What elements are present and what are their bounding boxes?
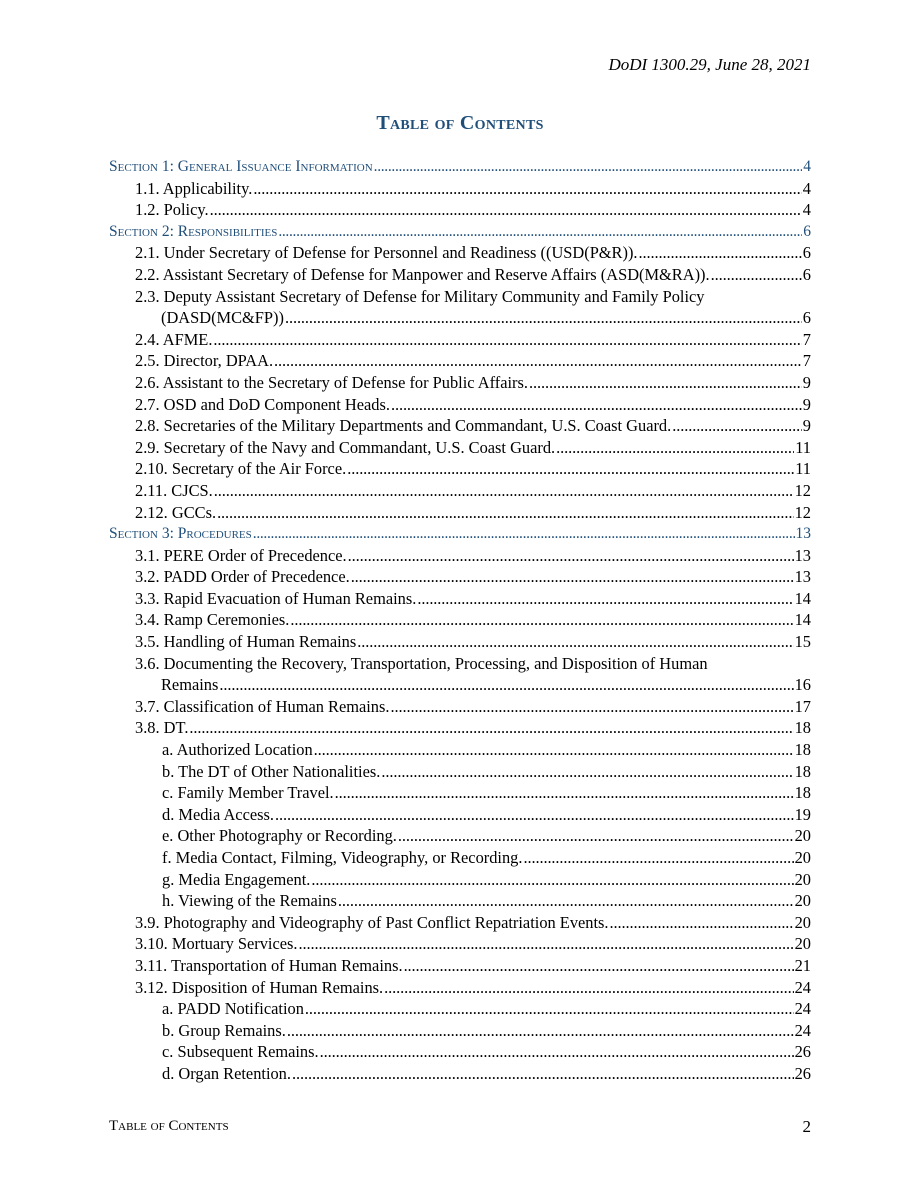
toc-entry-label: 3.11. Transportation of Human Remains. [135, 955, 403, 975]
toc-leader-dots [189, 717, 793, 739]
toc-entry[interactable] [109, 825, 811, 847]
toc-leader-dots [210, 199, 802, 221]
toc-leader-dots [390, 696, 793, 718]
toc-page-number: 12 [794, 502, 811, 522]
toc-page-number: 6 [802, 264, 811, 284]
toc-entry[interactable] [109, 264, 811, 286]
toc-page-number: 9 [802, 394, 811, 414]
toc-entry[interactable] [109, 847, 811, 869]
toc-leader-dots [274, 350, 802, 372]
toc-page-number: 4 [802, 200, 811, 220]
toc-page-number: 9 [802, 372, 811, 392]
toc-entry-label: Section 1: General Issuance Information [109, 158, 373, 175]
toc-leader-dots [381, 761, 793, 783]
toc-leader-dots [290, 609, 793, 631]
toc-leader-dots [214, 480, 794, 502]
toc-entry-label: 3.5. Handling of Human Remains [135, 632, 357, 652]
toc-page-number: 6 [802, 308, 811, 328]
toc-entry[interactable] [109, 890, 811, 912]
toc-page-number: 4 [803, 158, 811, 175]
toc-page-number: 18 [794, 783, 811, 803]
toc-page-number: 16 [794, 675, 811, 695]
toc-entry-line[interactable]: 3.6. Documenting the Recovery, Transportation, Processing, and Disposition of Human [135, 653, 708, 673]
toc-leader-dots [672, 415, 802, 437]
toc-entry[interactable] [109, 696, 811, 718]
toc-entry[interactable] [109, 717, 811, 739]
toc-page-number: 11 [795, 459, 811, 479]
toc-page-number: 15 [794, 632, 811, 652]
toc-page-number: 11 [795, 437, 811, 457]
toc-entry-label: a. PADD Notification [162, 999, 304, 1019]
toc-leader-dots [711, 264, 802, 286]
toc-entry[interactable] [109, 307, 811, 329]
toc-leader-dots [299, 933, 794, 955]
toc-leader-dots [639, 242, 802, 264]
toc-entry-label: 3.2. PADD Order of Precedence. [135, 567, 350, 587]
toc-entry-label: Section 3: Procedures [109, 525, 252, 543]
toc-entry-label: b. The DT of Other Nationalities. [162, 761, 381, 781]
toc-entry[interactable] [109, 415, 811, 437]
toc-page-number: 14 [794, 588, 811, 608]
toc-leader-dots [338, 890, 794, 912]
toc-entry[interactable] [109, 739, 811, 761]
page-title: Table of Contents [376, 112, 544, 134]
toc-leader-dots [610, 912, 794, 934]
toc-entry-label: g. Media Engagement. [162, 869, 311, 889]
toc-page-number: 12 [794, 480, 811, 500]
toc-entry-label: h. Viewing of the Remains [162, 891, 337, 911]
toc-entry[interactable] [109, 545, 811, 567]
toc-entry-label: 2.7. OSD and DoD Component Heads. [135, 394, 390, 414]
toc-leader-dots [335, 782, 794, 804]
toc-entry-label: 2.6. Assistant to the Secretary of Defense for Public Affairs. [135, 372, 528, 392]
toc-entry[interactable] [109, 588, 811, 610]
toc-entry-label: 3.10. Mortuary Services. [135, 934, 298, 954]
toc-leader-dots [314, 739, 794, 761]
toc-leader-dots [348, 545, 794, 567]
toc-page-number: 21 [794, 955, 811, 975]
toc-entry[interactable] [109, 437, 811, 459]
toc-leader-dots [253, 523, 795, 545]
toc-entry[interactable] [109, 609, 811, 631]
toc-entry-label: 2.5. Director, DPAA. [135, 351, 274, 371]
toc-page-number: 13 [795, 525, 811, 543]
toc-leader-dots [417, 588, 793, 610]
toc-entry[interactable] [109, 372, 811, 394]
toc-page-number: 24 [794, 1020, 811, 1040]
toc-leader-dots [292, 1063, 794, 1085]
toc-leader-dots [217, 502, 794, 524]
table-of-contents [109, 156, 811, 1085]
toc-section-entry[interactable] [109, 156, 811, 178]
toc-leader-dots [347, 458, 794, 480]
toc-page-number: 7 [802, 351, 811, 371]
toc-entry-label: 3.7. Classification of Human Remains. [135, 696, 390, 716]
toc-leader-dots [213, 329, 801, 351]
toc-page-number: 26 [794, 1042, 811, 1062]
toc-entry-label: 1.1. Applicability. [135, 178, 253, 198]
toc-leader-dots [398, 825, 794, 847]
toc-page-number: 18 [794, 761, 811, 781]
toc-leader-dots [374, 156, 803, 178]
toc-leader-dots [556, 437, 794, 459]
toc-page-number: 24 [794, 977, 811, 997]
toc-leader-dots [275, 804, 794, 826]
toc-entry-label: 2.1. Under Secretary of Defense for Personnel and Readiness ((USD(P&R)). [135, 243, 638, 263]
toc-entry-label: 3.1. PERE Order of Precedence. [135, 545, 347, 565]
toc-section-entry[interactable] [109, 523, 811, 545]
footer-section-label: Table of Contents [109, 1118, 229, 1134]
toc-page-number: 20 [794, 869, 811, 889]
toc-page-number: 14 [794, 610, 811, 630]
footer-page-number: 2 [802, 1117, 811, 1136]
toc-leader-dots [285, 307, 802, 329]
toc-page-number: 26 [794, 1063, 811, 1083]
toc-leader-dots [305, 998, 794, 1020]
toc-leader-dots [320, 1041, 794, 1063]
toc-entry-label: c. Subsequent Remains. [162, 1042, 319, 1062]
toc-entry[interactable] [109, 329, 811, 351]
toc-entry[interactable] [109, 955, 811, 977]
toc-leader-dots [391, 394, 802, 416]
toc-entry-label: 2.11. CJCS. [135, 480, 213, 500]
toc-page-number: 6 [803, 222, 811, 240]
toc-entry-label: 2.12. GCCs. [135, 502, 217, 522]
toc-leader-dots [384, 977, 793, 999]
toc-page-number: 6 [802, 243, 811, 263]
toc-page-number: 20 [794, 912, 811, 932]
toc-entry[interactable] [109, 1063, 811, 1085]
document-header: DoDI 1300.29, June 28, 2021 [608, 55, 811, 74]
toc-entry[interactable] [109, 458, 811, 480]
toc-page-number: 20 [794, 848, 811, 867]
toc-leader-dots [523, 847, 793, 869]
toc-entry[interactable] [109, 1020, 811, 1042]
toc-entry-label: d. Media Access. [162, 804, 274, 824]
toc-page-number: 7 [802, 329, 811, 349]
toc-entry-label: 3.4. Ramp Ceremonies. [135, 610, 290, 630]
toc-leader-dots [311, 869, 793, 891]
toc-entry[interactable] [109, 350, 811, 372]
toc-entry-label: 3.3. Rapid Evacuation of Human Remains. [135, 588, 417, 608]
toc-entry[interactable] [109, 242, 811, 264]
toc-leader-dots [357, 631, 793, 653]
toc-entry-label: 2.2. Assistant Secretary of Defense for Manpower and Reserve Affairs (ASD(M&RA)). [135, 264, 710, 284]
toc-entry[interactable] [109, 480, 811, 502]
toc-entry[interactable] [109, 869, 811, 891]
toc-entry[interactable] [109, 998, 811, 1020]
toc-entry-label: Remains [161, 675, 219, 695]
toc-entry-label: 2.4. AFME. [135, 329, 213, 349]
toc-leader-dots [253, 178, 801, 200]
toc-entry-label: f. Media Contact, Filming, Videography, or Recording. [162, 848, 523, 867]
toc-page-number: 4 [802, 178, 811, 198]
toc-entry-label: 3.8. DT. [135, 718, 189, 738]
toc-entry-label: b. Group Remains. [162, 1020, 286, 1040]
toc-page-number: 20 [794, 826, 811, 846]
toc-entry-label: a. Authorized Location [162, 740, 313, 760]
toc-leader-dots [287, 1020, 794, 1042]
toc-entry-label: 2.10. Secretary of the Air Force. [135, 459, 347, 479]
toc-entry[interactable] [109, 674, 811, 696]
toc-page-number: 20 [794, 891, 811, 911]
toc-entry-label: 1.2. Policy. [135, 200, 209, 220]
toc-page-number: 13 [794, 545, 811, 565]
toc-page-number: 24 [794, 999, 811, 1019]
toc-page-number: 20 [794, 934, 811, 954]
toc-page-number: 18 [794, 740, 811, 760]
toc-entry-line[interactable]: 2.3. Deputy Assistant Secretary of Defense for Military Community and Family Policy [135, 286, 705, 306]
toc-entry-label: 3.12. Disposition of Human Remains. [135, 977, 384, 997]
toc-page-number: 9 [802, 416, 811, 436]
toc-entry-label: d. Organ Retention. [162, 1063, 291, 1083]
toc-entry-label: (DASD(MC&FP)) [161, 308, 284, 328]
toc-entry[interactable] [109, 566, 811, 588]
toc-leader-dots [351, 566, 794, 588]
toc-leader-dots [278, 221, 802, 243]
toc-entry[interactable] [109, 394, 811, 416]
toc-entry[interactable] [109, 502, 811, 524]
toc-entry[interactable] [109, 782, 811, 804]
toc-section-entry[interactable] [109, 221, 811, 243]
toc-entry[interactable] [109, 631, 811, 653]
toc-entry-label: 2.9. Secretary of the Navy and Commandant, U.S. Coast Guard. [135, 437, 556, 457]
toc-page-number: 13 [794, 567, 811, 587]
toc-leader-dots [404, 955, 794, 977]
toc-entry[interactable] [109, 1041, 811, 1063]
toc-entry-label: c. Family Member Travel. [162, 783, 334, 803]
toc-page-number: 18 [794, 718, 811, 738]
toc-entry-label: 2.8. Secretaries of the Military Departments and Commandant, U.S. Coast Guard. [135, 416, 672, 436]
toc-entry[interactable] [109, 933, 811, 955]
toc-entry-label: Section 2: Responsibilities [109, 222, 278, 240]
toc-entry[interactable] [109, 199, 811, 221]
toc-page-number: 19 [794, 804, 811, 824]
toc-page-number: 17 [794, 696, 811, 716]
toc-leader-dots [219, 674, 793, 696]
toc-entry[interactable] [109, 977, 811, 999]
toc-entry-label: e. Other Photography or Recording. [162, 826, 397, 846]
toc-entry[interactable] [109, 804, 811, 826]
toc-entry-label: 3.9. Photography and Videography of Past Conflict Repatriation Events. [135, 912, 609, 932]
toc-leader-dots [529, 372, 802, 394]
toc-entry[interactable] [109, 761, 811, 783]
toc-entry[interactable] [109, 178, 811, 200]
toc-entry[interactable] [109, 912, 811, 934]
